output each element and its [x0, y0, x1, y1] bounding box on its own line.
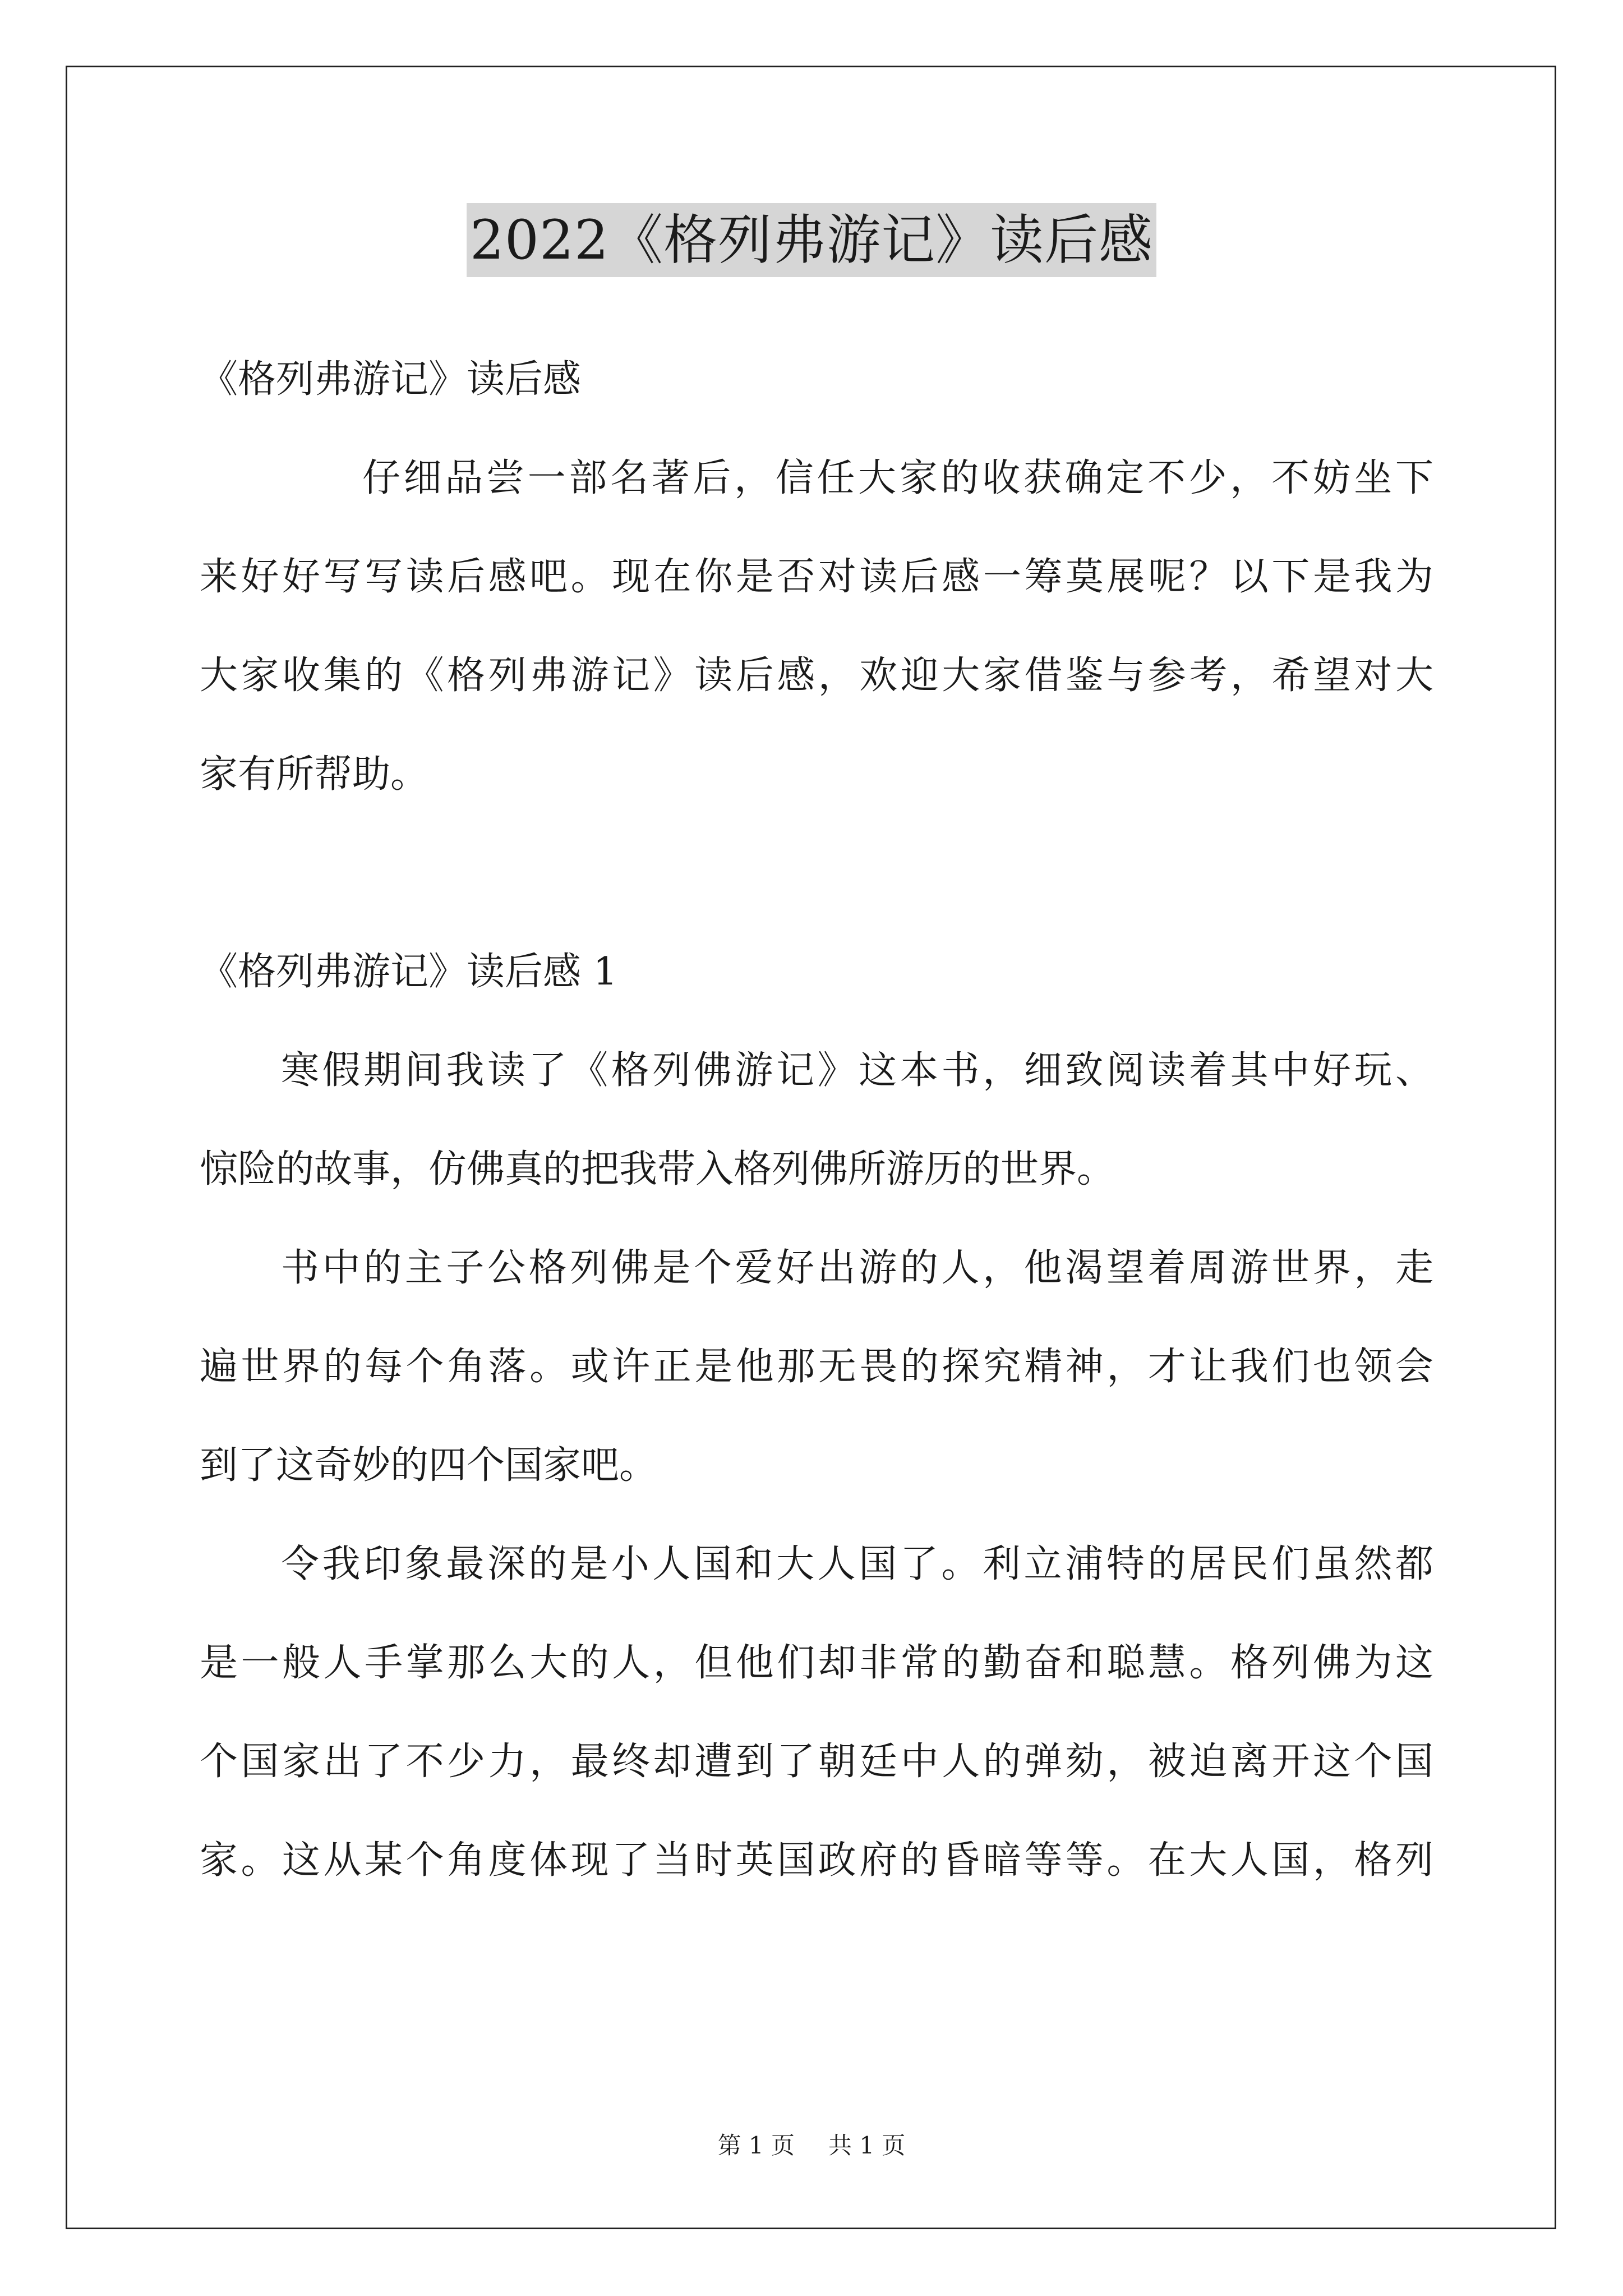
blank-line [200, 848, 1433, 947]
section-heading: 《格列弗游记》读后感 1 [200, 950, 617, 994]
intro-line: 仔细品尝一部名著后，信任大家的收获确定不少，不妨坐下 [362, 456, 1433, 500]
page-number: 第 1 页 [717, 2132, 795, 2159]
paragraph-line: 是一般人手掌那么大的人，但他们却非常的勤奋和聪慧。格列佛为这 [200, 1641, 1433, 1685]
paragraph-line: 惊险的故事，仿佛真的把我带入格列佛所游历的世界。 [200, 1147, 1115, 1191]
document-body [200, 355, 1433, 1934]
title-container [0, 203, 1623, 277]
intro-heading: 《格列弗游记》读后感 [200, 357, 582, 402]
intro-line: 大家收集的《格列弗游记》读后感，欢迎大家借鉴与参考，希望对大 [200, 654, 1433, 698]
intro-line: 家有所帮助。 [200, 752, 429, 797]
page-footer [0, 2130, 1623, 2161]
paragraph-line: 令我印象最深的是小人国和大人国了。利立浦特的居民们虽然都 [281, 1542, 1433, 1586]
paragraph-line: 书中的主子公格列佛是个爱好出游的人，他渴望着周游世界，走 [281, 1246, 1433, 1290]
intro-line: 来好好写写读后感吧。现在你是否对读后感一筹莫展呢？以下是我为 [200, 555, 1433, 599]
page-total: 共 1 页 [828, 2132, 906, 2159]
paragraph-line: 家。这从某个角度体现了当时英国政府的昏暗等等。在大人国，格列 [200, 1838, 1433, 1883]
paragraph-line: 到了这奇妙的四个国家吧。 [200, 1443, 658, 1488]
document-title: 2022《格列弗游记》读后感 [467, 203, 1156, 277]
paragraph-line: 寒假期间我读了《格列佛游记》这本书，细致阅读着其中好玩、 [281, 1048, 1433, 1093]
paragraph-line: 个国家出了不少力，最终却遭到了朝廷中人的弹劾，被迫离开这个国 [200, 1740, 1433, 1784]
paragraph-line: 遍世界的每个角落。或许正是他那无畏的探究精神，才让我们也领会 [200, 1345, 1433, 1389]
